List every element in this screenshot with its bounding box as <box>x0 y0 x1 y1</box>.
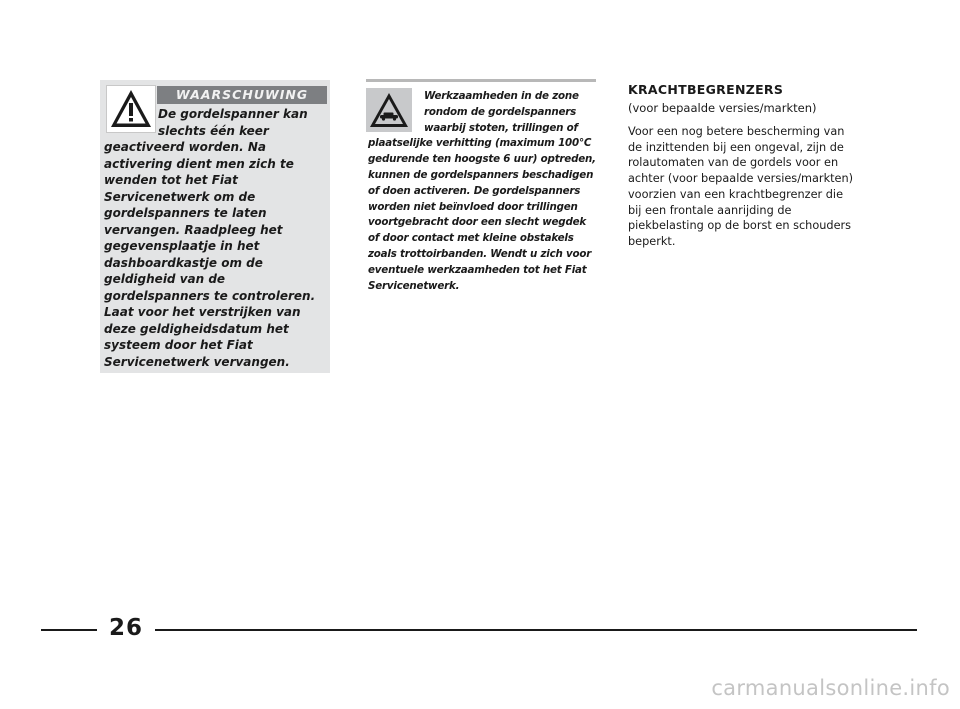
caution-text: Werkzaamheden in de zone rondom de gordelspanners waarbij stoten, trillingen of plaatselijke verhitting (maximum 100°C gedurende ten hoogste 6 uur) optreden, kunnen de gordelspanners beschadigen of doen activeren. De gordelspanners worden niet beïnvloed door trillingen voortgebracht door een slecht wegdek of door contact met kleine obstakels zoals trottoirbanden. Wendt u zich voor eventuele werkzaamheden tot het Fiat Servicenetwerk. <box>368 90 596 292</box>
warning-box <box>100 80 330 373</box>
watermark: carmanualsonline.info <box>711 676 950 700</box>
warning-badge: WAARSCHUWING <box>157 86 327 104</box>
page-number: 26 <box>108 615 143 641</box>
section-body: Voor een nog betere bescherming van de inzittenden bij een ongeval, zijn de rolautomaten van de gordels voor en achter (voor bepaalde versies/markten) voorzien van een krachtbegrenzer die bij een frontale aanrijding de piekbelasting op de borst en schouders beperkt. <box>628 125 854 248</box>
footer-rule-left <box>41 629 97 631</box>
footer-rule-right <box>155 629 917 631</box>
caution-top-rule <box>366 79 596 82</box>
force-limiter-section <box>628 82 858 250</box>
section-subheading: (voor bepaalde versies/markten) <box>628 101 817 115</box>
section-heading: KRACHTBEGRENZERS <box>628 82 784 97</box>
warning-text: De gordelspanner kan slechts één keer geactiveerd worden. Na activering dient men zich te wenden tot het Fiat Servicenetwerk om de gordelspanners te laten vervangen. Raadpleeg het gegevensplaatje in het dashboardkastje om de geldigheid van de gordelspanners te controleren. Laat voor het verstrijken van deze geldigheidsdatum het systeem door het Fiat Servicenetwerk vervangen. <box>104 107 316 369</box>
